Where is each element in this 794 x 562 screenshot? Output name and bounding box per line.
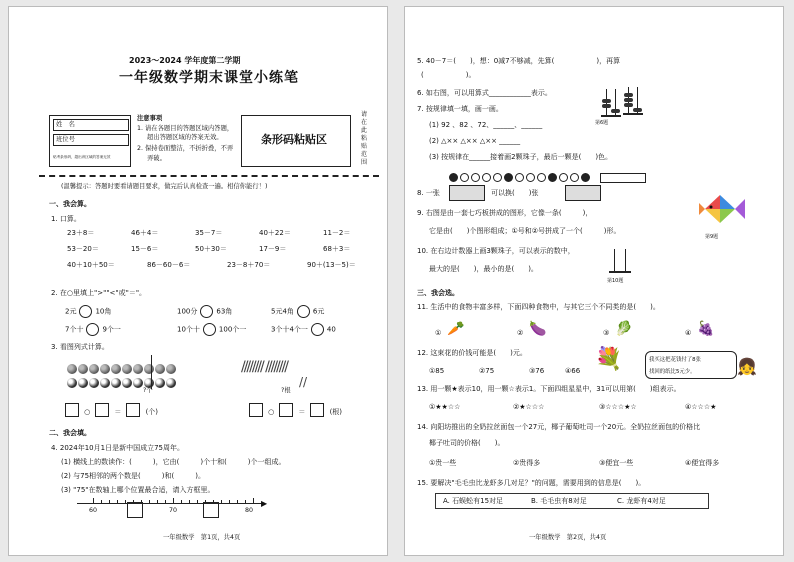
page-title: 一年级数学期末课堂小练笔 [119,70,299,86]
option-label[interactable]: ④66 [565,367,581,375]
calc-item: 53－20＝ [67,245,99,253]
equation-2: ○ ＝ (根) [249,399,342,418]
question-5b: ( )。 [421,71,476,79]
exam-page-2 [404,6,784,556]
option-label[interactable]: ①★★☆☆ [429,403,461,411]
bead-pattern [449,167,646,186]
counter-icon [609,245,631,275]
compare-item: 2元 10角 [65,305,111,318]
abacus-icon [601,89,621,119]
question-4-3: (3) "75"在数轴上哪个位置最合适，请入方框里。 [61,486,215,494]
option-label[interactable]: ②★☆☆☆ [513,403,545,411]
axis-tick [109,500,110,504]
question-9: 9. 右图是由一套七巧板拼成的图形，它像一条( )， [417,209,593,217]
question-13: 13. 用一颗★表示10，用一颗☆表示1。下面四组星星中，31可以用第( )组表示。 [417,385,681,393]
school-year: 2023～2024 学年度第二学期 [129,56,241,65]
calc-item: 86－60－6＝ [147,261,191,269]
question-7-1: (1) 92 、82 、72、______、______ [429,121,543,129]
calc-item: 15－6＝ [131,245,159,253]
calc-item: 17－9＝ [259,245,287,253]
question-14b: 椰子吐司的价格( )。 [429,439,505,447]
equation-1: ○ ＝ (个) [65,399,158,418]
notice-heading: 注意事项 [137,115,163,122]
page-footer: 一年级数学 第1页，共4页 [163,534,241,541]
axis-tick [221,500,222,504]
eggplant-icon: 🍆 [529,321,547,337]
question-11: 11. 生活中的食物丰富多样，下面四种食物中，与其它三个不同类的是( )。 [417,303,660,311]
calc-item: 35－7＝ [195,229,223,237]
axis-tick [189,500,190,504]
section-2-title: 二、我会填。 [49,429,91,437]
axis-tick [101,500,102,504]
axis-label: 60 [89,507,98,514]
compare-circle[interactable] [297,305,310,318]
banknote-icon [449,185,485,201]
number-line [77,503,263,504]
notice-line: 超出答题区域的答案无效。 [147,134,223,141]
axis-tick [173,498,174,504]
figure-label: 第6题 [595,120,609,126]
figure-label: 第9题 [705,234,719,240]
carrot-icon: 🥕 [447,321,465,337]
question-7: 7. 按规律填一填，画一画。 [417,105,503,113]
calc-item: 40＋10＋50＝ [67,261,115,269]
option-label[interactable]: ①贵一些 [429,459,457,467]
speech-text: 找回的纸比5元少。 [649,369,696,375]
option-label[interactable]: ② [517,329,524,337]
option-label[interactable]: ②75 [479,367,495,375]
calc-item: 90＋(13－5)＝ [307,261,356,269]
question-14: 14. 向阳坊推出的全奶拉丝面包一个27元，椰子葡萄吐司一个20元。全奶拉丝面包的价格比 [417,423,701,431]
option-label[interactable]: ④ [685,329,692,337]
brace-line [151,355,152,389]
girl-icon: 👧 [737,357,757,376]
axis-tick [237,500,238,504]
option-label[interactable]: B. 毛毛虫有8对足 [531,497,587,505]
axis-tick [149,500,150,504]
notice-line: 1. 请在各题目的答题区域内答题， [137,125,234,132]
option-label[interactable]: ③76 [529,367,545,375]
question-9b: 它是由( )个图形组成；①号和②号拼成了一个( )形。 [429,227,621,235]
notice-line: 弄破。 [147,155,166,162]
compare-circle[interactable] [311,323,324,336]
question-7-2: (2) △×× △×× △×× ______ [429,137,521,145]
compare-item: 3个十4个一 40 [271,323,336,336]
question-15: 15. 要解决"毛毛虫比龙虾多几对足？"的问题，需要用到的信息是( )。 [417,479,646,487]
question-10b: 最大的是( )，最小的是( )。 [429,265,538,273]
grapes-icon: 🍇 [697,321,715,337]
barcode-label: 条形码粘贴区 [261,133,327,146]
side-note: 请在此粘贴范围 [361,111,368,166]
axis-tick [197,500,198,504]
page-footer: 一年级数学 第2页，共4页 [529,534,607,541]
question-12: 12. 这束花的价钱可能是( )元。 [417,349,527,357]
compare-item: 7个十 9个一 [65,323,121,336]
question-7-3: (3) 按规律在______接着画2颗珠子，最后一颗是( )色。 [429,153,613,161]
answer-box[interactable] [203,502,219,518]
cabbage-icon: 🥬 [615,321,633,337]
option-label[interactable]: ①85 [429,367,445,375]
option-label[interactable]: C. 龙虾有4对足 [617,497,666,505]
notice-line: 2. 保持卷面整洁，不折折叠，不弄 [137,145,234,152]
sticks-single: // [299,375,308,389]
exam-page-1 [8,6,388,556]
question-1: 1. 口算。 [51,215,81,223]
question-mark-label: ?个 [143,387,153,394]
flower-bouquet-icon: 💐 [595,347,623,372]
axis-tick [229,500,230,504]
question-4: 4. 2024年10月1日是新中国成立75周年。 [51,444,184,452]
axis-tick [253,498,254,504]
option-label[interactable]: A. 石蜈蚣有15对足 [443,497,504,505]
calc-item: 23＋8＝ [67,229,95,237]
axis-tick [117,500,118,504]
axis-tick [157,500,158,504]
compare-circle[interactable] [203,323,216,336]
calc-item: 23－8＋70＝ [227,261,271,269]
calc-item: 68＋3＝ [323,245,351,253]
axis-tick [125,500,126,504]
axis-tick [165,500,166,504]
option-label[interactable]: ④便宜得多 [685,459,720,467]
abacus-icon [623,87,643,119]
figure-label: 第10题 [607,278,624,284]
question-8: 8. 一张 [417,189,440,197]
compare-circle[interactable] [86,323,99,336]
option-label[interactable]: ① [435,329,442,337]
section-1-title: 一、我会算。 [49,200,91,208]
option-label[interactable]: ③ [603,329,610,337]
axis-label: 80 [245,507,254,514]
question-8b: 可以换( )张 [491,189,539,197]
tangram-fish-icon [695,187,745,233]
question-2: 2. 在○里填上">""<"或"＝"。 [51,289,147,297]
question-6: 6. 如右图，可以用算式____________表示。 [417,89,552,97]
compare-circle[interactable] [79,305,92,318]
barcode-note: 贴考条形码，超出该区域的答案无效 [53,155,111,159]
sticks-bundle: //////// //////// [241,359,287,375]
question-5: 5. 40－7＝( )，想：0减7不够减，先算( )，再算 [417,57,621,65]
class-label: 班位号 [56,136,75,143]
axis-tick [245,500,246,504]
name-label: 姓 名 [56,121,75,128]
arrow-icon: ▶ [261,499,268,508]
speech-text: 我买这把花钱付了8张 [649,357,701,363]
compare-item: 5元4角 6元 [271,305,324,318]
axis-label: 70 [169,507,178,514]
calc-item: 46＋4＝ [131,229,159,237]
option-label[interactable]: ③便宜一些 [599,459,634,467]
question-mark-label-2: ?根 [281,387,291,394]
section-3-title: 三、我会选。 [417,289,459,297]
compare-item: 100分 63角 [177,305,232,318]
divider [39,175,379,177]
banknote-icon [565,185,601,201]
option-label[interactable]: ④☆☆☆★ [685,403,717,411]
question-4-1: (1) 横线上的数读作：( )，它由( )个十和( )个一组成。 [61,458,286,466]
question-3: 3. 看图列式计算。 [51,343,109,351]
option-label[interactable]: ③☆☆☆★☆ [599,403,637,411]
balls-row-2 [67,373,177,392]
calc-item: 40＋22＝ [259,229,291,237]
question-10: 10. 在右边计数器上画3颗珠子，可以表示的数中， [417,247,575,255]
tip-text: (温馨提示：答题时要看请题目要求，做完后认真检查一遍。相信你能行！) [61,183,268,190]
compare-circle[interactable] [200,305,213,318]
question-4-2: (2) 与75相邻的两个数是( )和( )。 [61,472,205,480]
calc-item: 11－2＝ [323,229,351,237]
axis-tick [93,498,94,504]
option-label[interactable]: ②贵得多 [513,459,541,467]
compare-item: 10个十 100个一 [177,323,246,336]
calc-item: 50＋30＝ [195,245,227,253]
answer-box[interactable] [127,502,143,518]
axis-tick [181,500,182,504]
